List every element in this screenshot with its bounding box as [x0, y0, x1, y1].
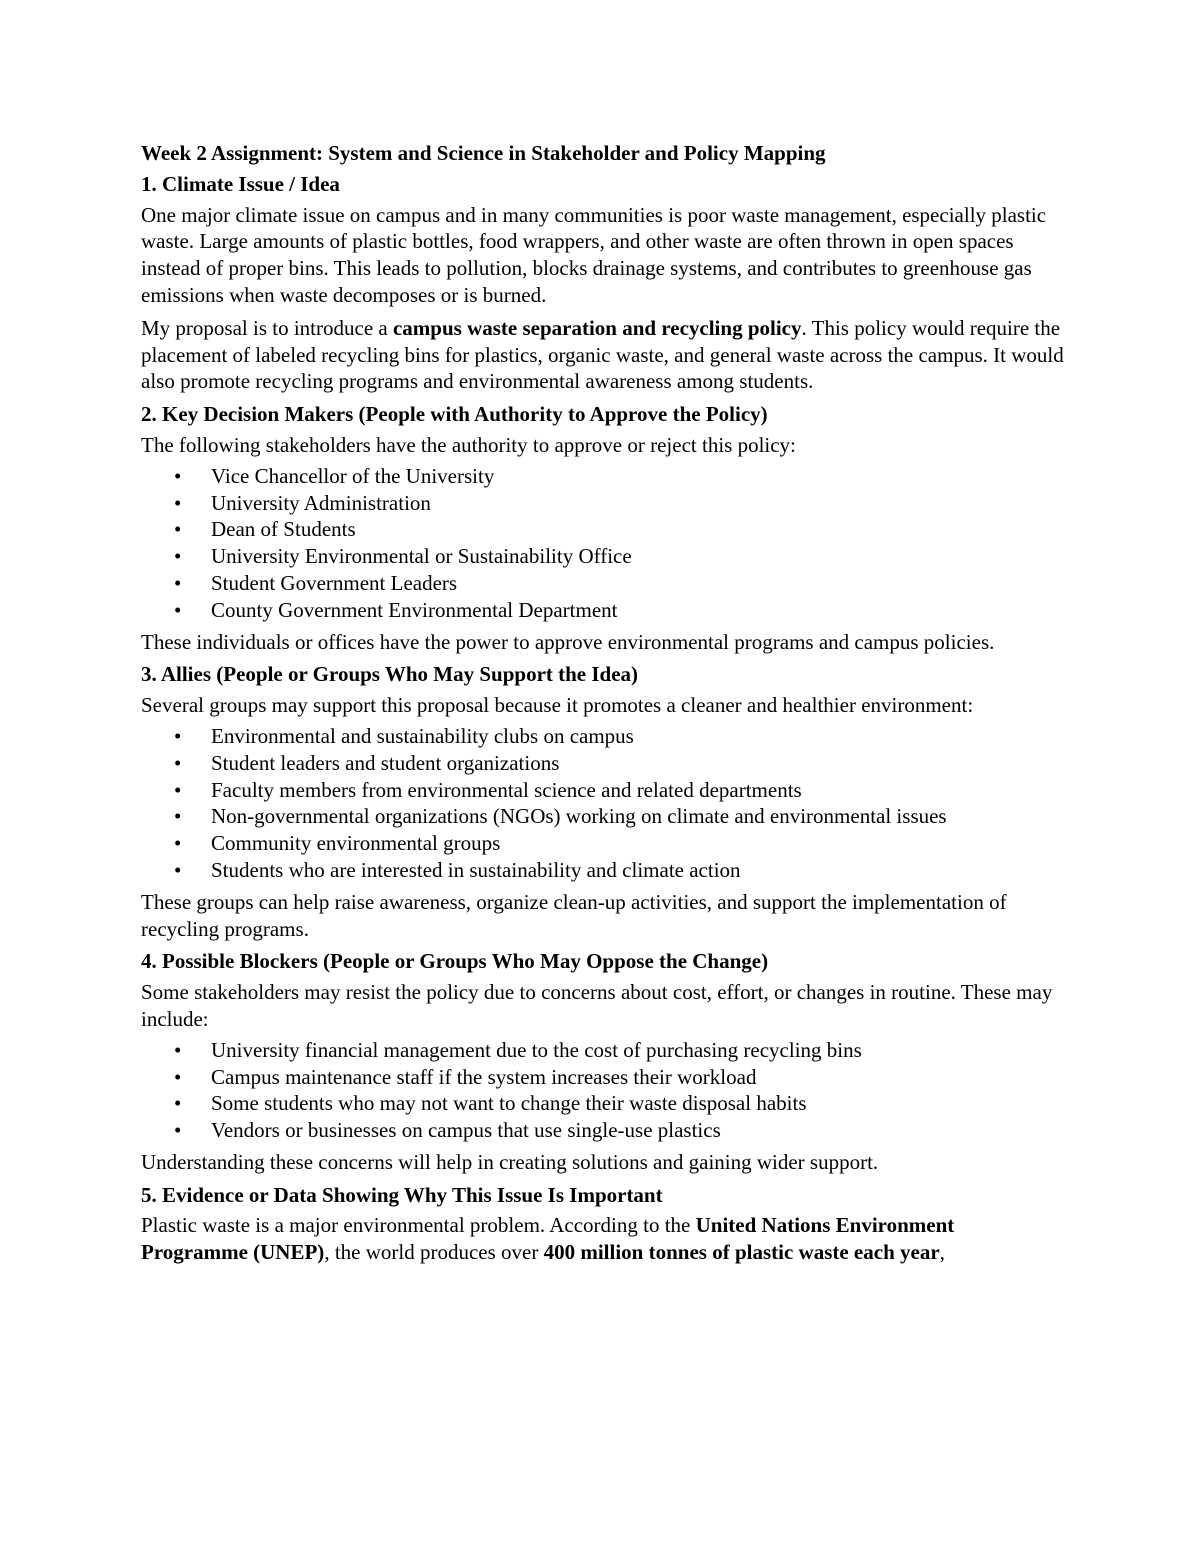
section-4-intro: Some stakeholders may resist the policy due to concerns about cost, effort, or changes in routine. These may include: — [141, 980, 1053, 1031]
section-4-outro: Understanding these concerns will help in creating solutions and gaining wider support. — [141, 1149, 879, 1174]
section-1-p2-bold: campus waste separation and recycling policy — [392, 315, 802, 340]
list-item — [141, 750, 1066, 777]
list-item-text: Student Government Leaders — [211, 570, 458, 595]
section-2-heading: 2. Key Decision Makers (People with Authority to Approve the Policy) — [141, 402, 768, 427]
list-item — [141, 1037, 1066, 1064]
section-3-list — [141, 723, 1066, 884]
list-item-text: University Environmental or Sustainability Office — [211, 544, 632, 569]
section-5-text-b: , the world produces over — [324, 1240, 544, 1265]
bullet-icon: • — [174, 723, 182, 748]
bullet-icon: • — [174, 750, 182, 775]
section-1-paragraph-1: One major climate issue on campus and in many communities is poor waste management, especially plastic waste. Large amounts of plastic bottles, food wrappers, and other waste are often thrown in open spaces instead of proper bins. This leads to pollution, blocks drainage systems, and contributes to greenhouse gas emissions when waste decomposes or is burned. — [141, 202, 1047, 307]
list-item-text: Vice Chancellor of the University — [211, 463, 495, 488]
section-2-outro: These individuals or offices have the power to approve environmental programs and campus policies. — [141, 629, 995, 654]
list-item-text: Vendors or businesses on campus that use single-use plastics — [211, 1118, 721, 1143]
list-item — [141, 490, 1066, 517]
section-5-paragraph — [141, 1212, 1066, 1266]
bullet-icon: • — [174, 1118, 182, 1143]
list-item-text: Dean of Students — [211, 517, 356, 542]
list-item-text: Faculty members from environmental science and related departments — [211, 777, 802, 802]
section-5-heading: 5. Evidence or Data Showing Why This Issue Is Important — [141, 1182, 663, 1207]
list-item — [141, 1117, 1066, 1144]
bullet-icon: • — [174, 597, 182, 622]
section-3-outro: These groups can help raise awareness, organize clean-up activities, and support the implementation of recycling programs. — [141, 889, 1007, 941]
bullet-icon: • — [174, 831, 182, 856]
section-5-bold-unep: United Nations Environment Programme (UNEP) — [141, 1213, 955, 1265]
bullet-icon: • — [174, 777, 182, 802]
bullet-icon: • — [174, 517, 182, 542]
list-item-text: Student leaders and student organizations — [211, 750, 560, 775]
section-4-list — [141, 1037, 1066, 1144]
section-4-heading: 4. Possible Blockers (People or Groups Who May Oppose the Change) — [141, 949, 769, 974]
document-title: Week 2 Assignment: System and Science in Stakeholder and Policy Mapping — [141, 141, 826, 165]
section-5-text-c: , — [939, 1240, 945, 1265]
list-item — [141, 570, 1066, 597]
bullet-icon: • — [174, 1064, 182, 1089]
list-item — [141, 1090, 1066, 1117]
list-item-text: Some students who may not want to change their waste disposal habits — [211, 1091, 807, 1116]
section-1-p2-text-a: My proposal is to introduce a — [141, 315, 393, 340]
bullet-icon: • — [174, 1037, 182, 1062]
list-item — [141, 543, 1066, 570]
list-item-text: University Administration — [211, 490, 431, 515]
list-item — [141, 1064, 1066, 1091]
section-5-bold-statistic: 400 million tonnes of plastic waste each year — [543, 1240, 940, 1265]
list-item-text: Non-governmental organizations (NGOs) working on climate and environmental issues — [211, 804, 947, 829]
list-item-text: Environmental and sustainability clubs on campus — [211, 723, 634, 748]
list-item — [141, 463, 1066, 490]
section-3-intro: Several groups may support this proposal because it promotes a cleaner and healthier environment: — [141, 693, 974, 718]
bullet-icon: • — [174, 570, 182, 595]
section-2-intro: The following stakeholders have the authority to approve or reject this policy: — [141, 432, 796, 457]
list-item-text: University financial management due to the cost of purchasing recycling bins — [211, 1037, 862, 1062]
list-item — [141, 857, 1066, 884]
section-3-heading: 3. Allies (People or Groups Who May Support the Idea) — [141, 662, 639, 687]
list-item — [141, 803, 1066, 830]
list-item-text: County Government Environmental Department — [211, 597, 618, 622]
bullet-icon: • — [174, 490, 182, 515]
list-item — [141, 830, 1066, 857]
list-item-text: Campus maintenance staff if the system increases their workload — [211, 1064, 757, 1089]
bullet-icon: • — [174, 463, 182, 488]
list-item-text: Students who are interested in sustainability and climate action — [211, 857, 741, 882]
section-5-text-a: Plastic waste is a major environmental problem. According to the — [141, 1213, 696, 1238]
bullet-icon: • — [174, 544, 182, 569]
bullet-icon: • — [174, 1091, 182, 1116]
list-item — [141, 516, 1066, 543]
bullet-icon: • — [174, 857, 182, 882]
section-2-list — [141, 463, 1066, 624]
list-item — [141, 777, 1066, 804]
bullet-icon: • — [174, 804, 182, 829]
document-page — [141, 140, 1066, 1272]
section-1-p2-text-b: . This policy would require the placement of labeled recycling bins for plastics, organic waste, and general waste across the campus. It would also promote recycling programs and environmental awareness among students. — [141, 315, 1064, 394]
section-1-heading: 1. Climate Issue / Idea — [141, 171, 340, 196]
list-item-text: Community environmental groups — [211, 831, 501, 856]
list-item — [141, 597, 1066, 624]
section-1-paragraph-2 — [141, 315, 1066, 395]
list-item — [141, 723, 1066, 750]
